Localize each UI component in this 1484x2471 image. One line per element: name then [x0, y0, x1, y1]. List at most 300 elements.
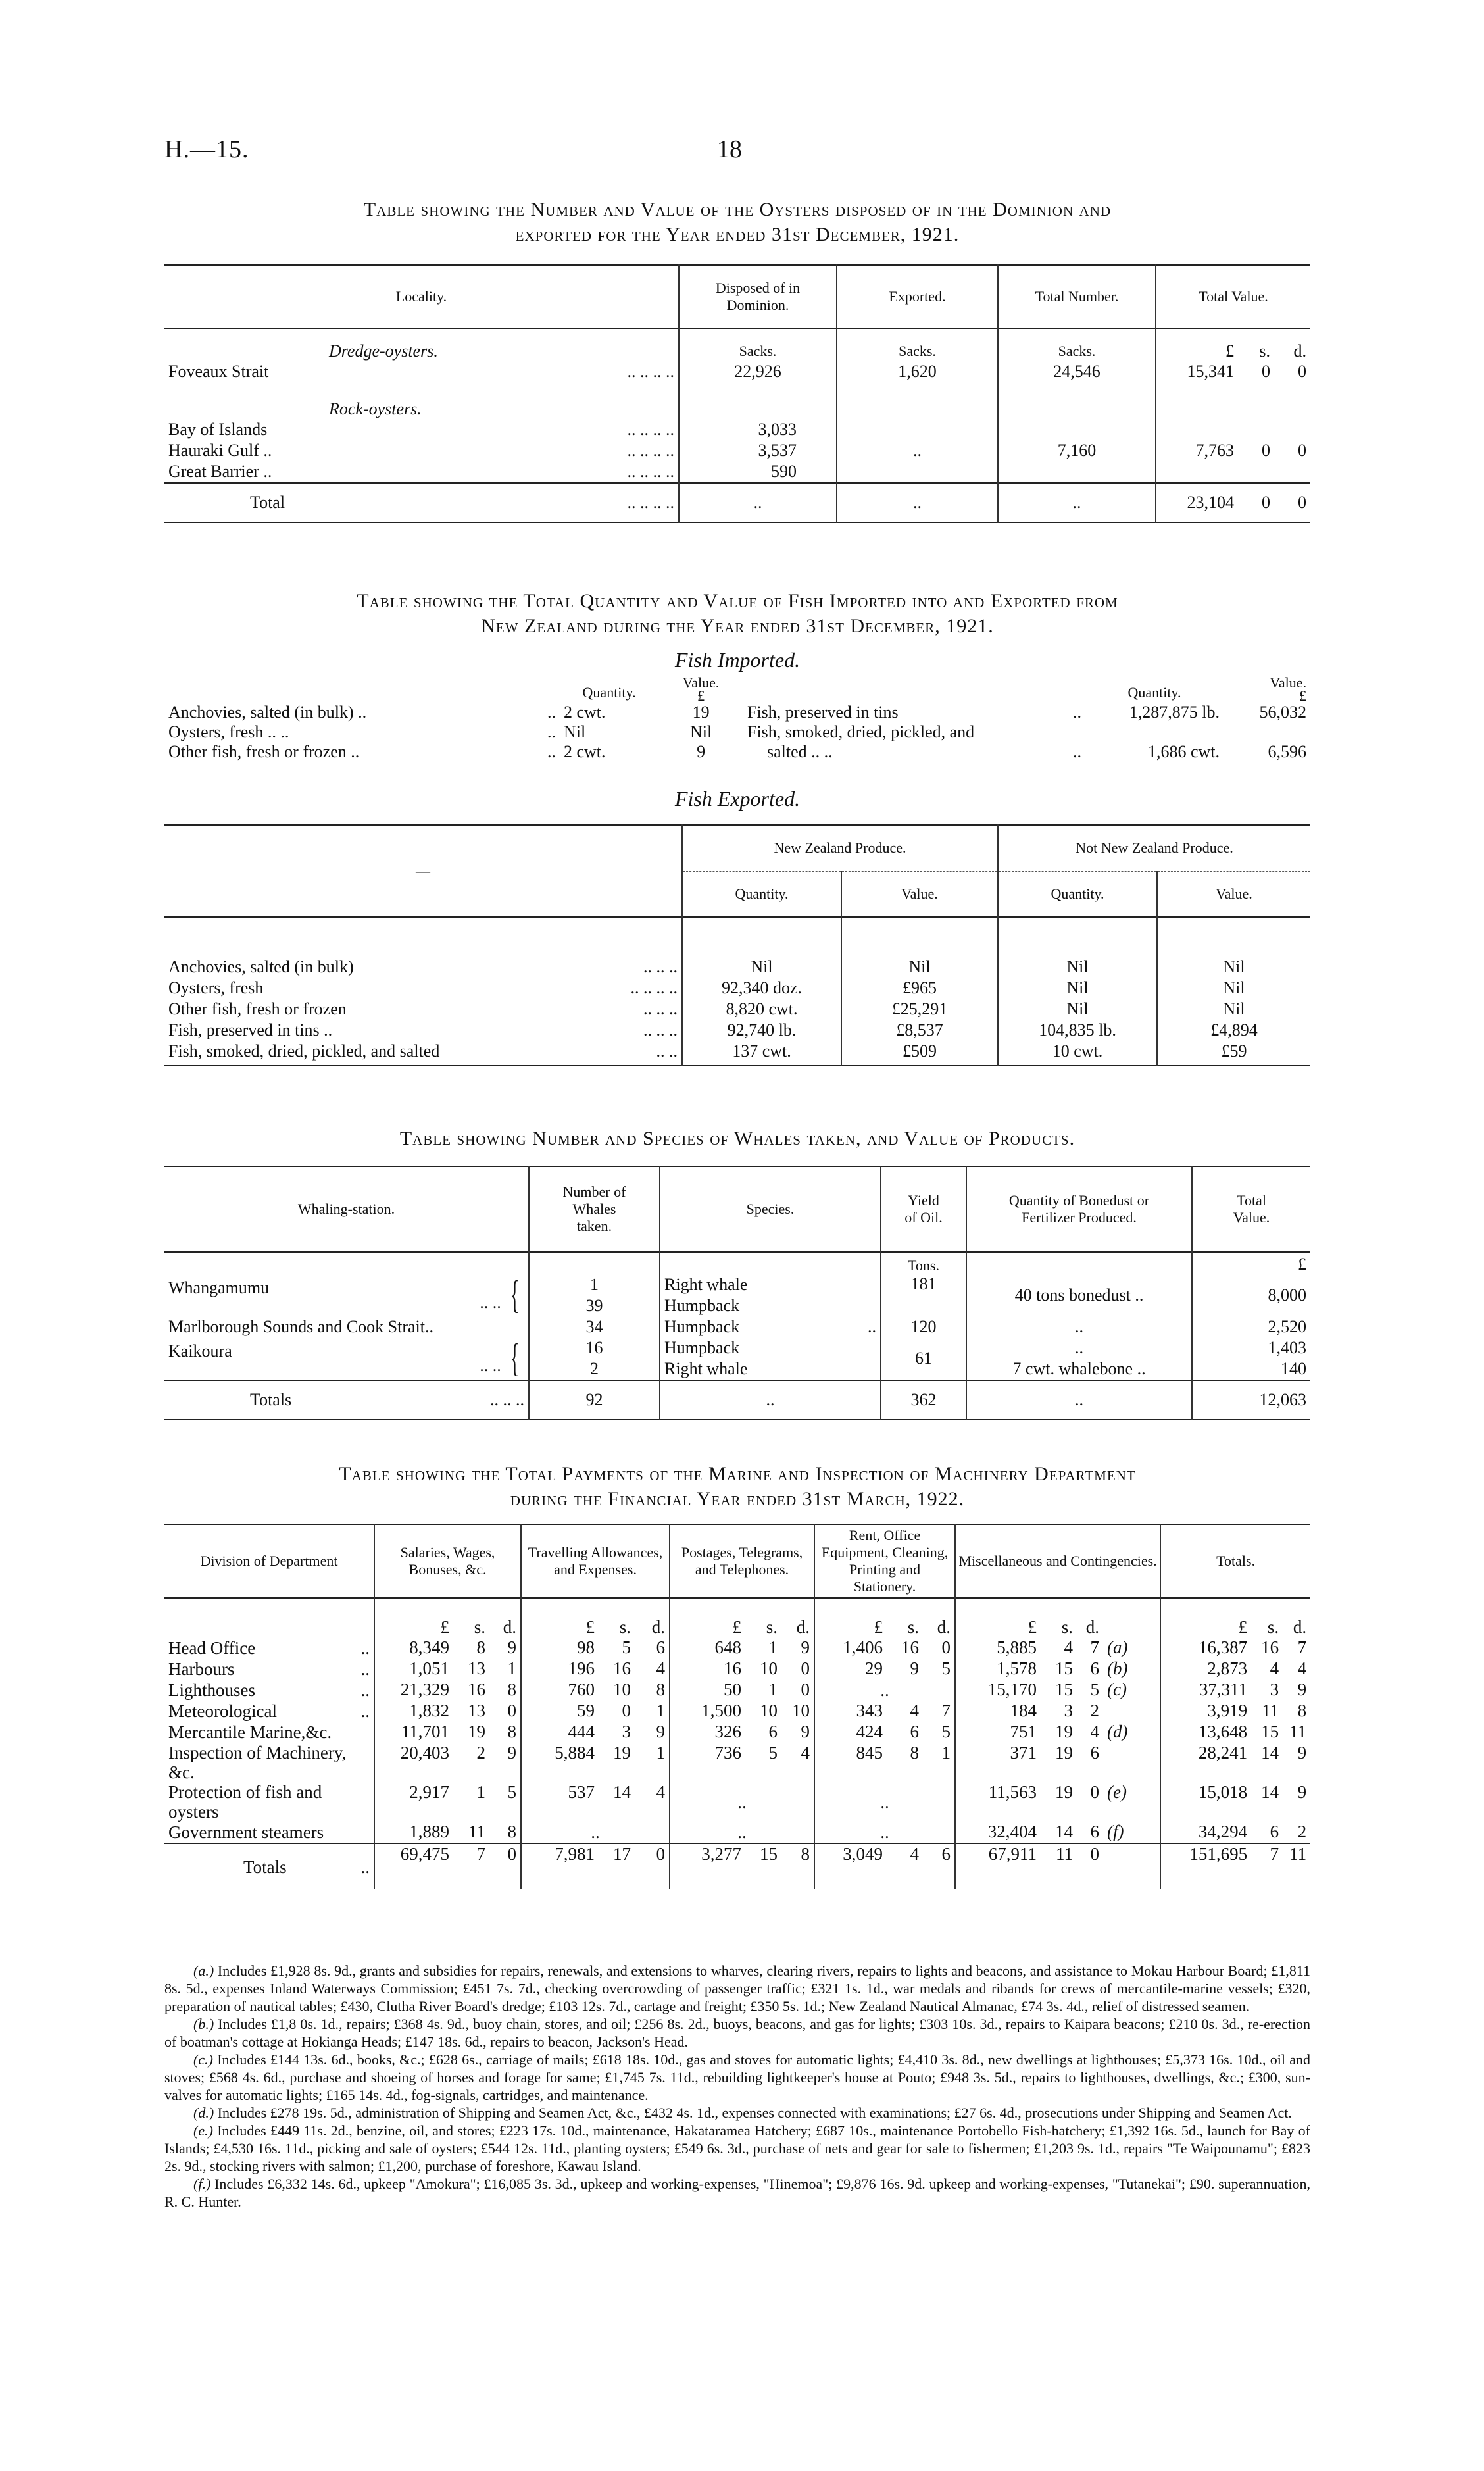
totals-text: Totals — [250, 1390, 292, 1409]
unit-label: d. — [796, 1617, 810, 1637]
other-quantity-header: Quantity. — [998, 871, 1157, 917]
table-row — [164, 703, 743, 722]
totals-pounds: 28,241 — [1160, 1743, 1251, 1782]
value-pence: 0 — [1298, 441, 1306, 460]
leader: .. — [360, 1857, 370, 1877]
footnote-ref: (f) — [1107, 1822, 1124, 1841]
locality-name: Foveaux Strait — [168, 362, 269, 381]
unit-label: s. — [619, 1617, 631, 1637]
quantity: 2 cwt. — [563, 742, 606, 761]
value: 8,000 — [1192, 1274, 1310, 1316]
travelling-pence: 1 — [656, 1743, 666, 1762]
station — [164, 1337, 529, 1380]
footnote-text: Includes £1,8 0s. 1d., repairs; £368 4s. 9d., buoy chain, stores, and oil; £256 8s. 2d., buoys, beacons, and gas for lights; £303 10s. 3d., repairs to Kaipara beacons; £210 0s. 3d., re-erection of boatman's cottage at Hokianga Heads; £147 18s. 6d., repairs to beacon, Jackson's Head. — [164, 2016, 1310, 2050]
brace-icon: { — [510, 1336, 520, 1380]
leader: .. .. .. — [490, 1390, 524, 1409]
misc-shillings: 3 — [1064, 1701, 1074, 1720]
totals-shillings: 16 — [1261, 1637, 1279, 1657]
postages-pounds: 1,500 — [670, 1701, 745, 1722]
travelling-shillings: 0 — [622, 1701, 631, 1720]
table-row — [164, 1041, 1310, 1062]
fish-imported-left-table — [164, 676, 743, 762]
misc-pounds: 5,885 — [955, 1637, 1041, 1659]
disposed: 22,926 — [679, 361, 837, 382]
travelling-pounds: 7,981 — [521, 1843, 599, 1889]
misc-shillings: 4 — [1064, 1637, 1074, 1657]
postages-pence: 0 — [801, 1659, 810, 1678]
other-value: Nil — [1157, 978, 1310, 999]
rent-pounds: 845 — [814, 1743, 887, 1782]
total-text: Total — [250, 493, 285, 512]
locality-name: Hauraki Gulf .. — [168, 441, 272, 460]
misc-pounds: 184 — [955, 1701, 1041, 1722]
rent-pence: 6 — [941, 1844, 951, 1864]
nz-value: £965 — [841, 978, 998, 999]
oysters-title-line1: Table showing the Number and Value of the Oysters disposed of in the Dominion and — [363, 199, 1112, 220]
dredge-label: Dredge-oysters. — [329, 341, 438, 361]
leader: .. .. .. .. — [627, 493, 674, 512]
footnote-ref: (c) — [1107, 1680, 1127, 1699]
footnote-mark: (b.) — [193, 2016, 214, 2032]
footnote-mark: (c.) — [193, 2051, 213, 2068]
division-name: Inspection of Machinery, &c. — [168, 1743, 347, 1782]
unit-label: s. — [474, 1617, 485, 1637]
totals-pence: 11 — [1289, 1844, 1307, 1864]
footnote-text: Includes £144 13s. 6d., books, &c.; £628 6s., carriage of mails; £618 18s. 10d., gas and stoves for automatic lights; £4,410 3s. 8d., new dwellings at lighthouses; £5,373 16s. 10d., oil and stoves; £568 4s. 6d., purchase and shoeing of horses and forage for same; £1,745 7s. 11d., rebuilding lightkeeper's house at Pouto; £948 3s. 5d., repairs to lighthouses, dwellings, &c.; £300, sun-valves for automatic lights; £165 14s. 4d., fog-signals, cartridges, and maintenance. — [164, 2051, 1311, 2103]
fish-section — [164, 589, 1310, 1066]
misc-pence: 6 — [1090, 1822, 1100, 1841]
footnote-mark: (e.) — [193, 2122, 213, 2139]
fish-imported — [164, 676, 1310, 762]
col-totals: Totals. — [1160, 1524, 1310, 1598]
division — [164, 1743, 374, 1782]
division-name: Mercantile Marine,&c. — [168, 1722, 332, 1742]
locality — [164, 440, 679, 461]
postages-pence: 4 — [801, 1743, 810, 1762]
salaries-pence: 0 — [507, 1844, 517, 1864]
table-row — [743, 722, 1310, 742]
totals-pounds: 37,311 — [1160, 1680, 1251, 1701]
rent-pounds: 3,049 — [814, 1843, 887, 1889]
rent-pounds: 343 — [814, 1701, 887, 1722]
rent-amount: .. — [814, 1822, 955, 1843]
division-name: Harbours — [168, 1659, 235, 1679]
other-quantity: Nil — [998, 957, 1157, 978]
totals-pounds: 15,018 — [1160, 1782, 1251, 1822]
species: Humpback — [660, 1295, 881, 1316]
salaries-shillings: 19 — [468, 1722, 485, 1741]
station-name: Whangamumu — [168, 1278, 270, 1297]
totals-pence: 9 — [1297, 1743, 1307, 1762]
totals-shillings: 7 — [1270, 1844, 1279, 1864]
payments-units-row — [164, 1598, 1310, 1637]
value-header — [1224, 676, 1310, 703]
number: 92 — [529, 1380, 660, 1420]
totals-pence: 8 — [1297, 1701, 1307, 1720]
payments-table — [164, 1524, 1310, 1889]
travelling-shillings: 3 — [622, 1722, 631, 1741]
exported: 1,620 — [837, 361, 998, 382]
unit-label: d. — [503, 1617, 517, 1637]
table-row — [164, 1020, 1310, 1041]
totals-shillings: 14 — [1261, 1782, 1279, 1802]
table-row — [164, 1680, 1310, 1701]
rent-shillings: 16 — [901, 1637, 920, 1657]
division-name: Protection of fish and oysters — [168, 1782, 322, 1822]
unit: s. — [1259, 341, 1270, 361]
misc-shillings: 19 — [1055, 1743, 1074, 1762]
payments-title — [164, 1462, 1310, 1512]
item: Fish, smoked, dried, pickled, and — [747, 722, 975, 741]
totals-shillings: 11 — [1262, 1701, 1279, 1720]
value-unit: £ — [1192, 1252, 1310, 1274]
postages-shillings: 1 — [768, 1680, 778, 1699]
misc-pounds: 32,404 — [955, 1822, 1041, 1843]
salaries-shillings: 8 — [476, 1637, 485, 1657]
salaries-pounds: 1,889 — [374, 1822, 453, 1843]
footnote-text: Includes £6,332 14s. 6d., upkeep "Amokura"; £16,085 3s. 3d., upkeep and working-expenses, "Hinemoa"; £9,876 16s. 9d. upkeep and working-expenses, "Tutanekai"; £90. superannuation, R. C. Hunter. — [164, 2176, 1311, 2210]
salaries-shillings: 13 — [468, 1701, 485, 1720]
yield: 181 — [881, 1274, 966, 1316]
leader: .. — [360, 1701, 370, 1721]
nz-quantity: 137 cwt. — [682, 1041, 841, 1062]
col-total-number: Total Number. — [998, 265, 1156, 328]
division-name: Meteorological — [168, 1701, 277, 1721]
total-row — [164, 483, 1310, 522]
travelling-pounds: 537 — [521, 1782, 599, 1822]
station-name: Kaikoura — [168, 1341, 232, 1360]
salaries-pence: 0 — [507, 1701, 517, 1720]
leader: .. — [360, 1638, 370, 1658]
value: 12,063 — [1192, 1380, 1310, 1420]
division-name: Lighthouses — [168, 1680, 255, 1700]
totals-shillings: 6 — [1270, 1822, 1279, 1841]
unit-label: d. — [1085, 1617, 1100, 1637]
footnote-ref — [1103, 1843, 1160, 1889]
misc-shillings: 15 — [1055, 1659, 1074, 1678]
misc-pence: 5 — [1090, 1680, 1100, 1699]
report-reference: H.—15. — [164, 136, 249, 163]
total-label — [164, 483, 679, 522]
table-row — [164, 361, 1310, 382]
rent-pence: 1 — [941, 1743, 951, 1762]
salaries-pence: 8 — [507, 1722, 517, 1741]
travelling-pence: 4 — [656, 1782, 666, 1802]
unit-label: £ — [955, 1598, 1041, 1637]
rent-shillings: 6 — [910, 1722, 920, 1741]
salaries-shillings: 7 — [476, 1844, 485, 1864]
misc-shillings: 19 — [1055, 1722, 1074, 1741]
travelling-pounds: 196 — [521, 1659, 599, 1680]
totals-pence: 9 — [1297, 1782, 1307, 1802]
item: Fish, preserved in tins — [747, 703, 899, 722]
species — [660, 1316, 881, 1337]
misc-shillings: 11 — [1056, 1844, 1074, 1864]
unit: d. — [1293, 341, 1306, 361]
other-quantity: 10 cwt. — [998, 1041, 1157, 1062]
item-cell — [164, 957, 682, 978]
travelling-pounds: 59 — [521, 1701, 599, 1722]
total-number: 7,160 — [998, 419, 1156, 483]
division-name: Totals — [243, 1857, 287, 1877]
unit-label: £ — [814, 1598, 887, 1637]
blank-header: — — [416, 862, 430, 879]
footnote — [164, 2175, 1310, 2210]
value-shillings: 0 — [1262, 493, 1270, 512]
leader-dots: .. .. — [480, 1293, 501, 1312]
station — [164, 1274, 529, 1316]
misc-pence: 0 — [1090, 1782, 1100, 1802]
travelling-shillings: 16 — [613, 1659, 631, 1678]
leader: .. — [1073, 703, 1081, 722]
leader: .. .. .. — [643, 957, 678, 976]
totals-pence: 4 — [1297, 1659, 1307, 1678]
yield: 362 — [881, 1380, 966, 1420]
value-header — [658, 676, 743, 703]
locality — [164, 461, 679, 483]
currency-label: £ — [697, 687, 705, 704]
fish-title — [164, 589, 1310, 639]
leader: .. — [360, 1680, 370, 1700]
rent-pence: 7 — [941, 1701, 951, 1720]
totals-pounds: 3,919 — [1160, 1701, 1251, 1722]
table-row — [164, 1701, 1310, 1722]
table-row — [743, 703, 1310, 722]
postages-shillings: 10 — [760, 1701, 778, 1720]
travelling-pounds: 760 — [521, 1680, 599, 1701]
totals-pounds: 13,648 — [1160, 1722, 1251, 1743]
salaries-shillings: 1 — [476, 1782, 485, 1802]
travelling-pounds: 444 — [521, 1722, 599, 1743]
value-pounds: 7,763 — [1156, 419, 1238, 483]
table-row — [164, 1316, 1310, 1337]
col-salaries: Salaries, Wages, Bonuses, &c. — [374, 1524, 521, 1598]
rent-amount: .. — [814, 1680, 955, 1701]
rent-pounds: 29 — [814, 1659, 887, 1680]
travelling-shillings: 5 — [622, 1637, 631, 1657]
totals-pounds: 2,873 — [1160, 1659, 1251, 1680]
col-value: Total Value. — [1192, 1166, 1310, 1252]
other-value-header: Value. — [1157, 871, 1310, 917]
other-value: £59 — [1157, 1041, 1310, 1062]
quantity: 1,287,875 lb. — [1129, 703, 1220, 722]
misc-pounds: 11,563 — [955, 1782, 1041, 1822]
other-quantity: Nil — [998, 978, 1157, 999]
footnote-mark: (d.) — [193, 2105, 214, 2121]
salaries-shillings: 13 — [468, 1659, 485, 1678]
payments-header-row — [164, 1524, 1310, 1598]
salaries-pounds: 1,832 — [374, 1701, 453, 1722]
nz-quantity: 92,740 lb. — [682, 1020, 841, 1041]
division — [164, 1782, 374, 1822]
item-cell — [164, 999, 682, 1020]
totals-pence: 7 — [1297, 1637, 1307, 1657]
col-station: Whaling-station. — [297, 1201, 395, 1217]
col-exported: Exported. — [837, 265, 998, 328]
nz-value: £8,537 — [841, 1020, 998, 1041]
postages-shillings: 15 — [760, 1844, 778, 1864]
table-row — [164, 1722, 1310, 1743]
fish-exported-rows — [164, 957, 1310, 1062]
fish-title-line1: Table showing the Total Quantity and Value of Fish Imported into and Exported from — [357, 590, 1118, 612]
value-label: Value. — [682, 674, 720, 691]
misc-pence: 4 — [1090, 1722, 1100, 1741]
footnote — [164, 2015, 1310, 2051]
oysters-title — [164, 197, 1310, 247]
oysters-title-line2: exported for the Year ended 31st December, 1921. — [515, 224, 960, 245]
totals-shillings: 15 — [1261, 1722, 1279, 1741]
item-cell — [164, 1020, 682, 1041]
table-row — [164, 419, 1310, 440]
footnote — [164, 2051, 1310, 2104]
whales-title: Table showing Number and Species of Whales taken, and Value of Products. — [399, 1128, 1076, 1149]
travelling-pence: 4 — [656, 1659, 666, 1678]
payments-section — [164, 1462, 1310, 1889]
unit-label: £ — [670, 1598, 745, 1637]
totals-row — [164, 1843, 1310, 1889]
nz-quantity-header: Quantity. — [682, 871, 841, 917]
postages-pounds: 50 — [670, 1680, 745, 1701]
misc-pence: 7 — [1090, 1637, 1100, 1657]
nz-value: Nil — [841, 957, 998, 978]
table-row — [164, 1637, 1310, 1659]
postages-pence: 10 — [792, 1701, 810, 1720]
number: 39 — [529, 1295, 660, 1316]
totals-label — [164, 1380, 529, 1420]
footnote — [164, 1962, 1310, 2015]
misc-pence: 6 — [1090, 1743, 1100, 1762]
quantity: 1,686 cwt. — [1147, 742, 1220, 761]
rent-pounds: 424 — [814, 1722, 887, 1743]
value: 2,520 — [1192, 1316, 1310, 1337]
product: .. — [966, 1337, 1192, 1359]
item: salted .. .. — [767, 742, 833, 761]
rent-amount: .. — [814, 1782, 955, 1822]
salaries-shillings: 11 — [468, 1822, 485, 1841]
product: 7 cwt. whalebone .. — [966, 1359, 1192, 1380]
exported: .. — [837, 483, 998, 522]
value: 19 — [692, 703, 710, 722]
footnote-ref — [1103, 1743, 1160, 1782]
value: 6,596 — [1268, 742, 1306, 761]
misc-shillings: 15 — [1055, 1680, 1074, 1699]
locality — [164, 361, 679, 382]
unit-label: s. — [907, 1617, 920, 1637]
table-row — [164, 1337, 1310, 1359]
station: Marlborough Sounds and Cook Strait.. — [168, 1317, 433, 1336]
postages-pounds: 3,277 — [670, 1843, 745, 1889]
postages-pounds: 648 — [670, 1637, 745, 1659]
leader: .. .. — [656, 1041, 678, 1061]
col-species: Species. — [660, 1166, 881, 1252]
product: .. — [966, 1316, 1192, 1337]
item: Anchovies, salted (in bulk) .. — [168, 703, 367, 722]
fish-title-line2: New Zealand during the Year ended 31st December, 1921. — [481, 615, 994, 637]
quantity: 2 cwt. — [563, 703, 606, 722]
unit-label: s. — [1061, 1617, 1074, 1637]
leader: .. .. .. — [643, 1020, 678, 1039]
rent-pence: 0 — [941, 1637, 951, 1657]
item: Other fish, fresh or frozen — [168, 999, 347, 1018]
col-travelling: Travelling Allowances, and Expenses. — [521, 1524, 670, 1598]
other-value: £4,894 — [1157, 1020, 1310, 1041]
item: Oysters, fresh .. .. — [168, 722, 289, 741]
salaries-pence: 8 — [507, 1822, 517, 1841]
salaries-pence: 9 — [507, 1637, 517, 1657]
col-division: Division of Department — [200, 1553, 338, 1569]
rent-pence: 5 — [941, 1722, 951, 1741]
division — [164, 1659, 374, 1680]
nz-quantity: 92,340 doz. — [682, 978, 841, 999]
table-row — [164, 1659, 1310, 1680]
division-name: Government steamers — [168, 1822, 324, 1842]
totals-shillings: 4 — [1270, 1659, 1279, 1678]
unit-label: s. — [766, 1617, 778, 1637]
misc-pence: 6 — [1090, 1659, 1100, 1678]
leader: .. — [547, 722, 556, 741]
whales-table — [164, 1166, 1310, 1420]
salaries-shillings: 16 — [468, 1680, 485, 1699]
salaries-pounds: 69,475 — [374, 1843, 453, 1889]
misc-shillings: 19 — [1055, 1782, 1074, 1802]
page-number: 18 — [717, 136, 742, 163]
table-row — [164, 957, 1310, 978]
fish-exported-table — [164, 824, 1310, 1066]
postages-pence: 9 — [801, 1722, 810, 1741]
leader: .. .. .. .. — [627, 441, 674, 460]
value-pence: 0 — [1298, 362, 1306, 381]
species: Humpback — [660, 1337, 881, 1359]
oysters-table — [164, 264, 1310, 523]
travelling-pence: 9 — [656, 1722, 666, 1741]
disposed: .. — [679, 483, 837, 522]
salaries-pounds: 11,701 — [374, 1722, 453, 1743]
travelling-shillings: 19 — [613, 1743, 631, 1762]
species: Right whale — [660, 1274, 881, 1295]
postages-pence: 9 — [801, 1637, 810, 1657]
total-number: 24,546 — [998, 361, 1156, 382]
travelling-pence: 8 — [656, 1680, 666, 1699]
table-row — [164, 1274, 1310, 1295]
unit-label: d. — [651, 1617, 666, 1637]
locality-name: Bay of Islands — [168, 420, 268, 439]
salaries-pence: 9 — [507, 1743, 517, 1762]
total-number: .. — [998, 483, 1156, 522]
travelling-amount: .. — [521, 1822, 670, 1843]
quantity-header: Quantity. — [1127, 684, 1181, 701]
fish-exported-heading: Fish Exported. — [674, 787, 801, 811]
leader: .. — [547, 742, 556, 761]
whales-section — [164, 1126, 1310, 1420]
footnote-text: Includes £1,928 8s. 9d., grants and subsidies for repairs, renewals, and extensions to wharves, clearing rivers, repairs to lights and beacons, and assistance to Mokau Harbour Board; £1,811 8s. 5d., expenses Inland Waterways Commission; £451 7s. 7d., checking overcrowding of passenger traffic; £321 1s. 1d., war medals and ribands for crews of mercantile-marine vessels; £320, preparation of nautical tables; £430, Clutha River Board's dredge; £103 12s. 7d., cartage and freight; £350 5s. 1d.; New Zealand Nautical Almanac, £74 3s. 4d., relief of distressed seamen. — [164, 1962, 1311, 2014]
postages-amount: .. — [670, 1822, 814, 1843]
travelling-pounds: 5,884 — [521, 1743, 599, 1782]
division — [164, 1843, 374, 1889]
footnote — [164, 2104, 1310, 2122]
leader: .. — [868, 1317, 876, 1336]
leader: .. — [1073, 742, 1081, 761]
postages-shillings: 1 — [768, 1637, 778, 1657]
col-rent: Rent, Office Equipment, Cleaning, Printing and Stationery. — [814, 1524, 955, 1598]
number: 34 — [529, 1316, 660, 1337]
disposed: 3,033 — [679, 419, 837, 440]
table-row — [164, 1822, 1310, 1843]
salaries-pence: 8 — [507, 1680, 517, 1699]
nz-produce-header: New Zealand Produce. — [682, 825, 998, 871]
postages-pounds: 736 — [670, 1743, 745, 1782]
leader — [480, 1336, 524, 1380]
payments-rows — [164, 1637, 1310, 1889]
